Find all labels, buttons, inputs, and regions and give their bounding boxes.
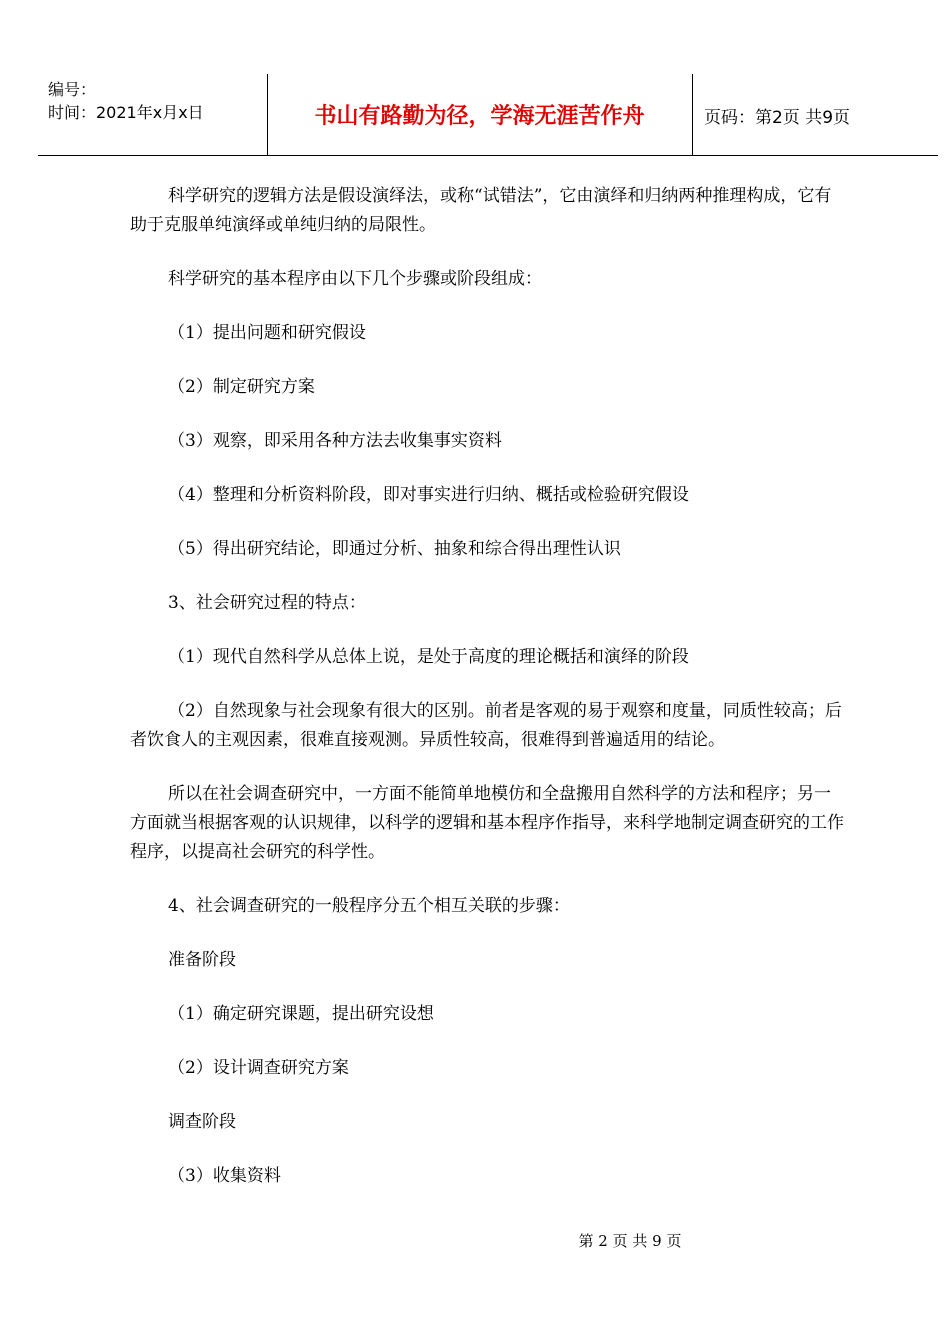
list-item: （1）提出问题和研究假设	[168, 323, 366, 343]
paragraph-basic-procedure: 科学研究的基本程序由以下几个步骤或阶段组成：	[168, 269, 542, 289]
list-item: （2）设计调查研究方案	[168, 1058, 349, 1078]
number-label: 编号：	[48, 80, 97, 99]
list-item: （1）现代自然科学从总体上说，是处于高度的理论概括和演绎的阶段	[168, 647, 689, 667]
section-heading-3: 3、社会研究过程的特点：	[168, 593, 366, 613]
paragraph-logic-method: 科学研究的逻辑方法是假设演绎法，或称“试错法”，它由演绎和归纳两种推理构成，它有助于克服单纯演绎或单纯归纳的局限性。	[130, 186, 832, 235]
section-heading-4: 4、社会调查研究的一般程序分五个相互关联的步骤：	[168, 896, 570, 916]
page-footer: 第 2 页 共 9 页	[578, 1232, 682, 1250]
time-label: 时间：2021年x月x日	[48, 103, 204, 122]
list-item: （1）确定研究课题，提出研究设想	[168, 1004, 434, 1024]
list-item: （3）观察，即采用各种方法去收集事实资料	[168, 431, 502, 451]
document-body	[130, 182, 846, 1191]
paragraph-therefore: 所以在社会调查研究中，一方面不能简单地模仿和全盘搬用自然科学的方法和程序；另一方面就当根据客观的认识规律，以科学的逻辑和基本程序作指导，来科学地制定调查研究的工作程序，以提高社会研究的科学性。	[130, 784, 844, 862]
list-item: （5）得出研究结论，即通过分析、抽象和综合得出理性认识	[168, 539, 621, 559]
stage-heading-prepare: 准备阶段	[168, 950, 236, 970]
page-code: 页码：第2页 共9页	[704, 108, 851, 128]
stage-heading-survey: 调查阶段	[168, 1112, 236, 1132]
list-item: （2）制定研究方案	[168, 377, 315, 397]
paragraph-nature-vs-society: （2）自然现象与社会现象有很大的区别。前者是客观的易于观察和度量，同质性较高；后者饮食人的主观因素，很难直接观测。异质性较高，很难得到普遍适用的结论。	[130, 701, 842, 750]
page-header	[38, 74, 938, 156]
header-page-cell	[692, 74, 938, 155]
motto-text: 书山有路勤为径，学海无涯苦作舟	[314, 104, 645, 129]
list-item: （4）整理和分析资料阶段，即对事实进行归纳、概括或检验研究假设	[168, 485, 689, 505]
header-motto-cell	[267, 74, 693, 155]
header-meta-cell	[38, 74, 268, 155]
list-item: （3）收集资料	[168, 1166, 281, 1186]
